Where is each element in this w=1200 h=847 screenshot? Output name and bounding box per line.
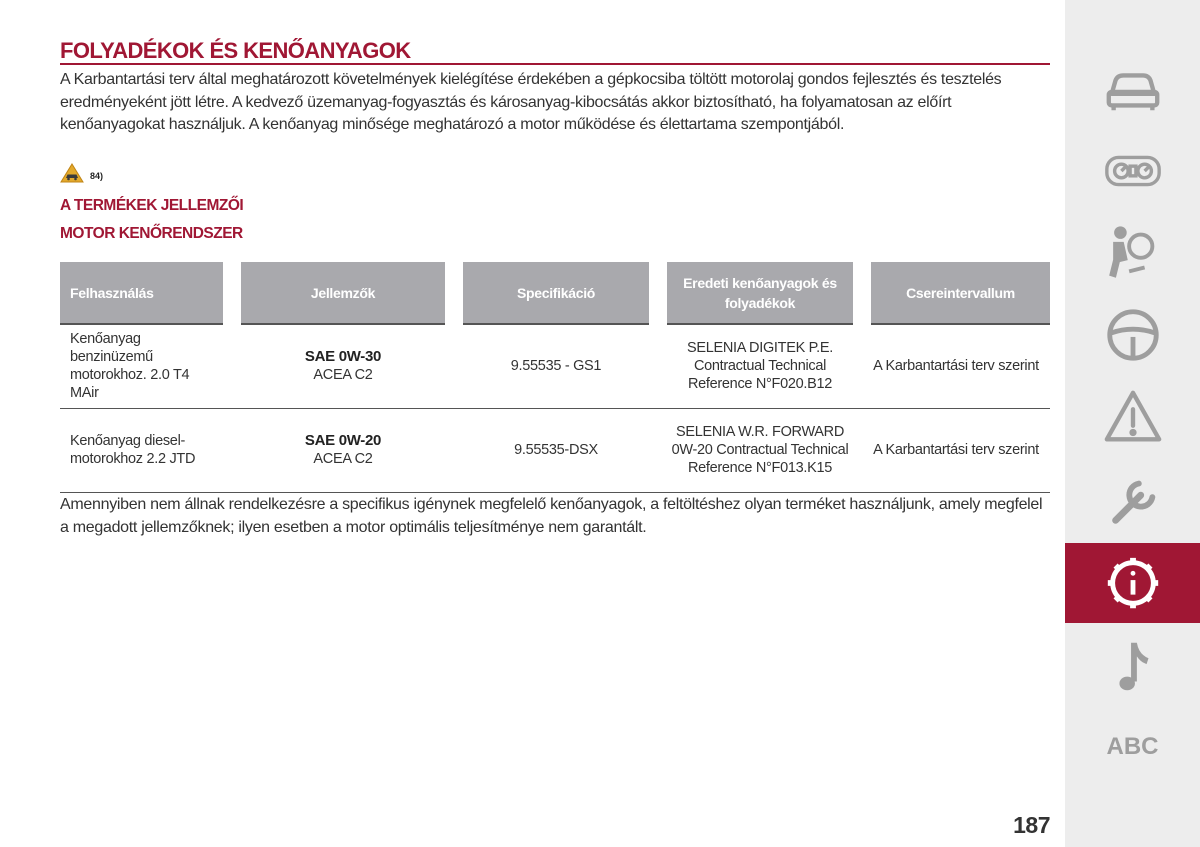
sidebar-item-maintenance[interactable]: [1065, 461, 1200, 541]
warning-ref-number: 84): [90, 170, 104, 181]
intro-paragraph: A Karbantartási terv által meghatározott követelmények kielégítése érdekében a gépkocsiba töltött motorolaj gondos fejlesztés és tesztelés eredményeként jött létre. A kedvező üzemanyag-fogyasztás és károsanyag-kibocsátás akkor biztosítható, ha folyamatosan az előírt kenőanyagokat használjuk. A kenőanyag minősége meghatározó a motor működése és élettartama szempontjából.: [60, 71, 1002, 133]
col-header-genuine: Eredeti kenőanyagok és folyadékok: [658, 262, 862, 324]
page-number: 187: [1013, 812, 1050, 838]
sidebar-item-instruments[interactable]: [1065, 131, 1200, 211]
sidebar-item-safety[interactable]: [1065, 212, 1200, 292]
index-abc-label: ABC: [1106, 733, 1159, 760]
sidebar-item-technical-data[interactable]: [1065, 543, 1200, 623]
col-header-properties: Jellemzők: [232, 262, 454, 324]
cell-interval: A Karbantartási terv szerint: [862, 324, 1050, 408]
warning-reference[interactable]: [60, 163, 103, 188]
cell-properties: [232, 324, 454, 408]
warning-triangle-icon: [1102, 386, 1164, 448]
sidebar-item-index[interactable]: [1065, 707, 1200, 787]
music-note-icon: [1102, 635, 1164, 697]
sidebar-item-car[interactable]: [1065, 48, 1200, 128]
oil-grade: SAE 0W-20: [304, 432, 382, 449]
chapter-sidebar: [1065, 0, 1200, 847]
cell-interval: A Karbantartási terv szerint: [862, 408, 1050, 492]
wrench-icon: [1102, 470, 1164, 532]
sidebar-item-emergency[interactable]: [1065, 377, 1200, 457]
cell-specification: 9.55535 - GS1: [454, 324, 658, 408]
cell-specification: 9.55535-DSX: [454, 408, 658, 492]
col-header-specification: Specifikáció: [454, 262, 658, 324]
col-header-usage: Felhasználás: [60, 262, 232, 324]
sidebar-item-multimedia[interactable]: [1065, 626, 1200, 706]
acea-standard: ACEA C2: [313, 367, 373, 384]
acea-standard: ACEA C2: [313, 451, 373, 467]
cell-usage: Kenőanyag benzinüzemű motorokhoz. 2.0 T4 MAir: [60, 324, 232, 408]
lubricant-table: [60, 262, 1050, 493]
sidebar-item-driving[interactable]: [1065, 295, 1200, 375]
car-icon: [1102, 57, 1164, 119]
table-row: [60, 408, 1050, 492]
subheading-product-properties: A TERMÉKEK JELLEMZŐI: [60, 197, 244, 214]
table-row: [60, 324, 1050, 408]
cell-genuine: SELENIA W.R. FORWARD 0W-20 Contractual Technical Reference N°F013.K15: [658, 408, 862, 492]
title-divider: [60, 63, 1050, 65]
section-title: FOLYADÉKOK ÉS KENŐANYAGOK: [60, 38, 411, 63]
cell-usage: Kenőanyag diesel-motorokhoz 2.2 JTD: [60, 408, 232, 492]
oil-grade: SAE 0W-30: [304, 348, 382, 366]
outro-paragraph: Amennyiben nem állnak rendelkezésre a specifikus igénynek megfelelő kenőanyagok, a feltöltéshez olyan terméket használjunk, amely megfelel a megadott jellemzőknek; ilyen esetben a motor optimális teljesítménye nem garantált.: [60, 496, 1043, 536]
steering-wheel-icon: [1102, 304, 1164, 366]
cell-properties: [232, 408, 454, 492]
cell-genuine: SELENIA DIGITEK P.E. Contractual Technical Reference N°F020.B12: [658, 324, 862, 408]
subheading-engine-lubrication: MOTOR KENŐRENDSZER: [60, 225, 243, 242]
airbag-safety-icon: [1102, 221, 1164, 283]
instrument-panel-icon: [1102, 140, 1164, 202]
col-header-interval: Csereintervallum: [862, 262, 1050, 324]
warning-car-icon: [60, 163, 84, 188]
table-header-row: [60, 262, 1050, 324]
info-gear-icon: [1102, 552, 1164, 614]
